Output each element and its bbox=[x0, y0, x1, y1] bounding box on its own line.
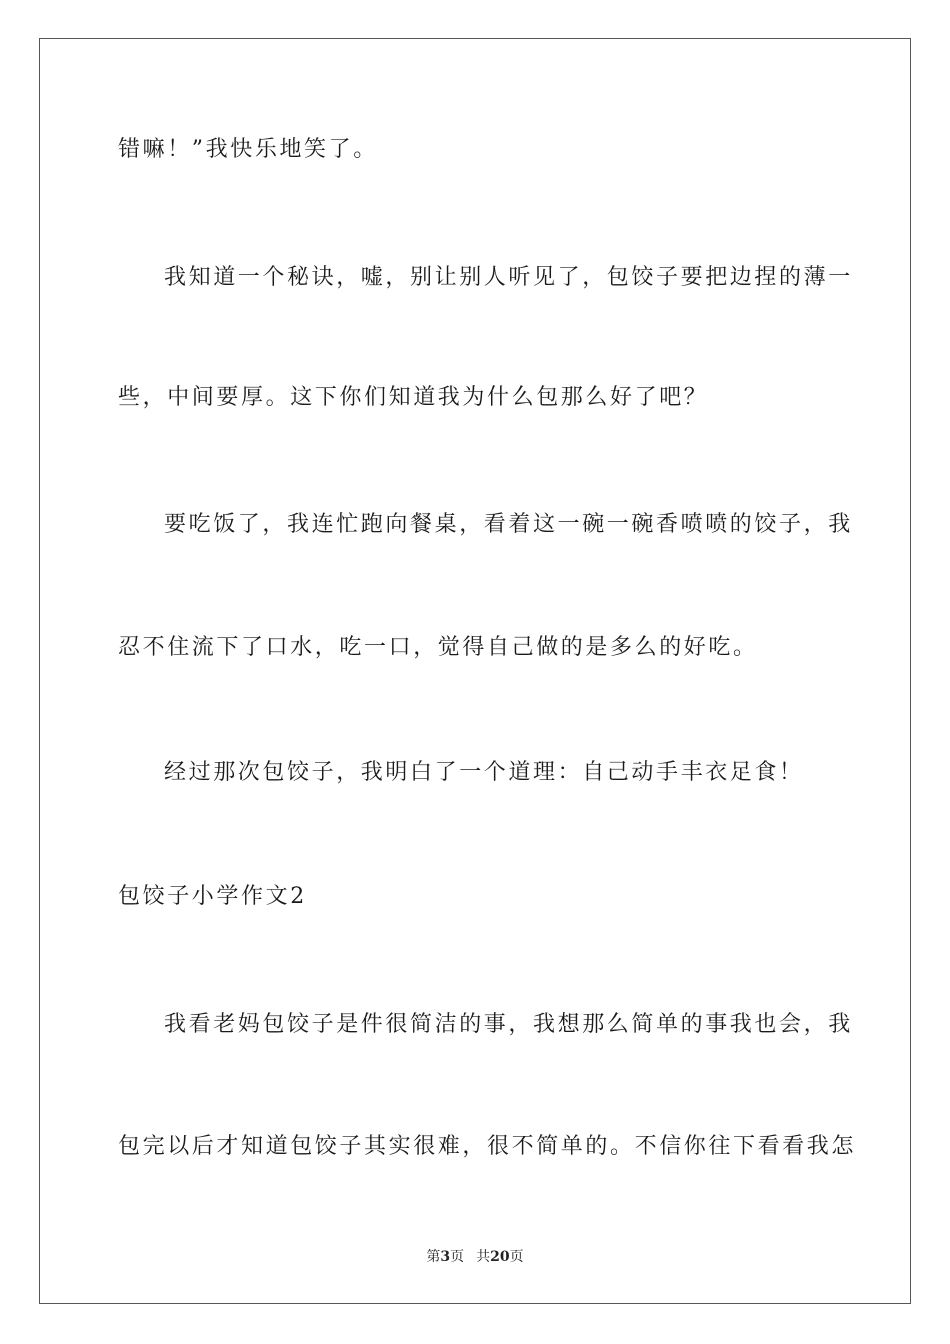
paragraph-line-7: 我看老妈包饺子是件很简洁的事，我想那么简单的事我也会，我 bbox=[164, 1012, 853, 1037]
page-total: 20 bbox=[490, 1249, 510, 1265]
paragraph-line-5: 忍不住流下了口水，吃一口，觉得自己做的是多么的好吃。 bbox=[118, 635, 758, 660]
page-current: 3 bbox=[440, 1249, 451, 1265]
paragraph-line-6: 经过那次包饺子，我明白了一个道理：自己动手丰衣足食！ bbox=[164, 760, 804, 785]
paragraph-line-2: 我知道一个秘诀，嘘，别让别人听见了，包饺子要把边捏的薄一 bbox=[164, 265, 853, 290]
page-footer bbox=[0, 1247, 950, 1267]
paragraph-line-1: 错嘛！”我快乐地笑了。 bbox=[118, 137, 378, 162]
section-heading: 包饺子小学作文2 bbox=[118, 884, 307, 909]
paragraph-line-8: 包完以后才知道包饺子其实很难，很不简单的。不信你往下看看我怎 bbox=[118, 1134, 857, 1159]
paragraph-line-3: 些，中间要厚。这下你们知道我为什么包那么好了吧？ bbox=[118, 385, 709, 410]
page-border bbox=[39, 38, 911, 1304]
page-prefix: 第 bbox=[426, 1249, 441, 1265]
page-unit: 页 bbox=[450, 1249, 465, 1265]
total-prefix: 共 bbox=[476, 1249, 491, 1265]
total-unit: 页 bbox=[509, 1249, 524, 1265]
paragraph-line-4: 要吃饭了，我连忙跑向餐桌，看着这一碗一碗香喷喷的饺子，我 bbox=[164, 512, 853, 537]
